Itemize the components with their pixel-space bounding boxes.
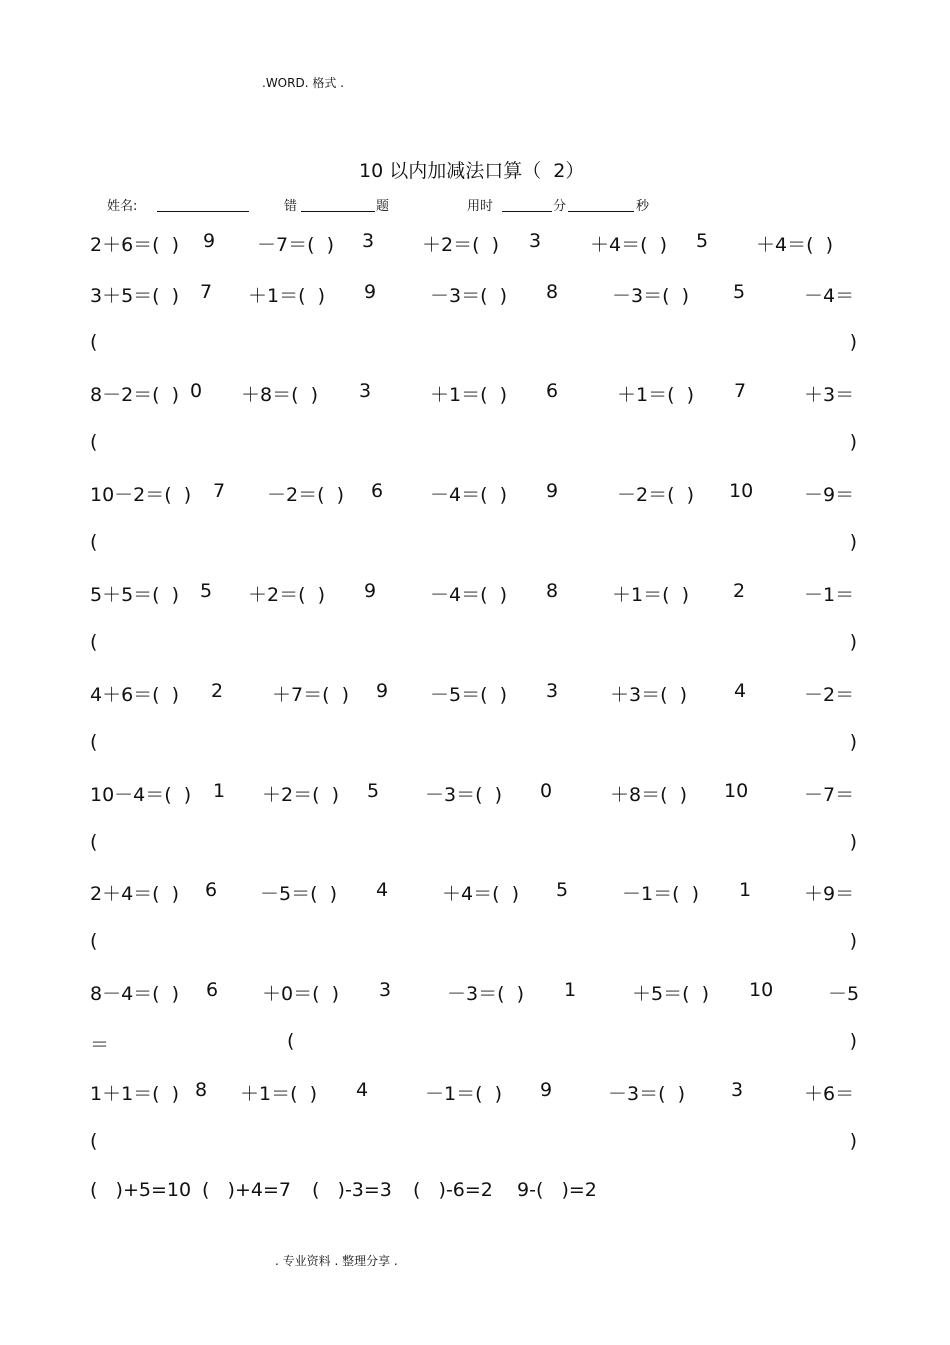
problem: －3＝( ) [425,784,502,806]
problem: －2＝( ) [617,484,694,506]
problem: －5 [828,983,860,1005]
problem: －4＝ [804,285,855,307]
close-paren: ) [849,331,857,353]
answer-hint: 0 [190,380,203,402]
open-paren: ( [287,1030,295,1052]
problem: ＋8＝( ) [610,784,687,806]
missing-number-problem: 9-( )=2 [517,1179,597,1201]
problem: ＋4＝( ) [756,234,833,256]
answer-hint: 5 [200,580,213,602]
minutes-label: 分 [553,199,567,214]
answer-hint: 9 [376,680,389,702]
answer-hint: 7 [200,281,213,303]
problem: －7＝ [804,784,855,806]
problem: 10－4＝( ) [90,784,192,806]
problem: ＋1＝( ) [617,384,694,406]
time-label: 用时 [467,199,494,214]
problem: 2＋4＝( ) [90,883,180,905]
answer-hint: 5 [696,230,709,252]
answer-hint: 3 [379,979,392,1001]
problem: －1＝ [804,584,855,606]
answer-hint: 3 [529,230,542,252]
open-paren: ( [90,731,98,753]
wrong-label: 错 [284,199,298,214]
open-paren: ( [90,431,98,453]
answer-hint: 3 [731,1079,744,1101]
close-paren: ) [849,731,857,753]
problem: －7＝( ) [257,234,334,256]
answer-hint: 2 [211,680,224,702]
problem: －1＝( ) [622,883,699,905]
seconds-blank[interactable] [568,197,634,212]
answer-hint: 8 [546,580,559,602]
answer-hint: 1 [739,879,752,901]
open-paren: ( [90,331,98,353]
answer-hint: 5 [733,281,746,303]
close-paren: ) [849,531,857,553]
open-paren: ( [90,631,98,653]
problem: 5＋5＝( ) [90,584,180,606]
answer-hint: 9 [364,281,377,303]
problem: －3＝( ) [447,983,524,1005]
problem: ＋3＝( ) [610,684,687,706]
problem: ＋4＝( ) [590,234,667,256]
answer-hint: 10 [749,979,774,1001]
name-blank[interactable] [157,197,249,212]
answer-hint: 4 [376,879,389,901]
problem: －3＝( ) [608,1083,685,1105]
answer-hint: 9 [203,230,216,252]
problem: ＋2＝( ) [248,584,325,606]
problem: －2＝( ) [267,484,344,506]
answer-hint: 3 [359,380,372,402]
problem: ＋2＝( ) [262,784,339,806]
answer-hint: 9 [540,1079,553,1101]
missing-number-problem: ( )-6=2 [413,1179,493,1201]
answer-hint: 6 [205,879,218,901]
problem: ＋5＝( ) [632,983,709,1005]
open-paren: ( [90,831,98,853]
answer-hint: 5 [556,879,569,901]
open-paren: ( [90,930,98,952]
answer-hint: 1 [213,780,226,802]
answer-hint: 6 [371,480,384,502]
close-paren: ) [849,930,857,952]
answer-hint: 3 [546,680,559,702]
close-paren: ) [849,631,857,653]
answer-hint: 10 [729,480,754,502]
problem: －5＝( ) [260,883,337,905]
problem: 2＋6＝( ) [90,234,180,256]
problem: －1＝( ) [425,1083,502,1105]
problem: 3＋5＝( ) [90,285,180,307]
question-label: 题 [376,199,390,214]
problem: －3＝( ) [612,285,689,307]
open-paren: ( [90,1130,98,1152]
problem: －5＝( ) [430,684,507,706]
answer-hint: 8 [195,1079,208,1101]
answer-hint: 8 [546,281,559,303]
close-paren: ) [849,431,857,453]
page-footer: . 专业资料 . 整理分享 . [275,1254,398,1268]
answer-hint: 1 [564,979,577,1001]
missing-number-problem: ( )+5=10 [90,1179,192,1201]
problem: ＋9＝ [804,883,855,905]
answer-hint: 3 [362,230,375,252]
problem: 8－2＝( ) [90,384,180,406]
minutes-blank[interactable] [502,197,552,212]
answer-hint: 0 [540,780,553,802]
answer-hint: 4 [734,680,747,702]
seconds-label: 秒 [636,199,650,214]
problem: ＋1＝( ) [430,384,507,406]
problem: ＋1＝( ) [248,285,325,307]
answer-hint: 6 [546,380,559,402]
worksheet-title: 10 以内加减法口算（ 2） [359,160,585,182]
answer-hint: 5 [367,780,380,802]
problem: ＋7＝( ) [272,684,349,706]
open-paren: ( [90,531,98,553]
answer-hint: 9 [364,580,377,602]
problem: －4＝( ) [430,584,507,606]
problem: －9＝ [804,484,855,506]
problem: ＋6＝ [804,1083,855,1105]
page-header: .WORD. 格式 . [262,76,344,90]
close-paren: ) [849,831,857,853]
problem: 1＋1＝( ) [90,1083,180,1105]
wrong-count-blank[interactable] [301,197,375,212]
answer-hint: 4 [356,1079,369,1101]
missing-number-problem: ( )+4=7 [202,1179,291,1201]
answer-hint: 7 [734,380,747,402]
answer-hint: 10 [724,780,749,802]
answer-hint: 2 [733,580,746,602]
name-label: 姓名: [107,199,138,214]
answer-hint: 9 [546,480,559,502]
answer-hint: 6 [206,979,219,1001]
problem: ＋0＝( ) [262,983,339,1005]
close-paren: ) [849,1030,857,1052]
problem: －3＝( ) [430,285,507,307]
missing-number-problem: ( )-3=3 [312,1179,392,1201]
problem: －4＝( ) [430,484,507,506]
problem: ＋4＝( ) [442,883,519,905]
problem: ＋1＝( ) [240,1083,317,1105]
problem: ＋3＝ [804,384,855,406]
answer-hint: 7 [213,480,226,502]
problem: ＋2＝( ) [422,234,499,256]
problem: 8－4＝( ) [90,983,180,1005]
problem: ＋1＝( ) [612,584,689,606]
problem: 4＋6＝( ) [90,684,180,706]
equals-sign: ＝ [90,1034,110,1056]
problem: 10－2＝( ) [90,484,192,506]
problem: －2＝ [804,684,855,706]
close-paren: ) [849,1130,857,1152]
problem: ＋8＝( ) [241,384,318,406]
